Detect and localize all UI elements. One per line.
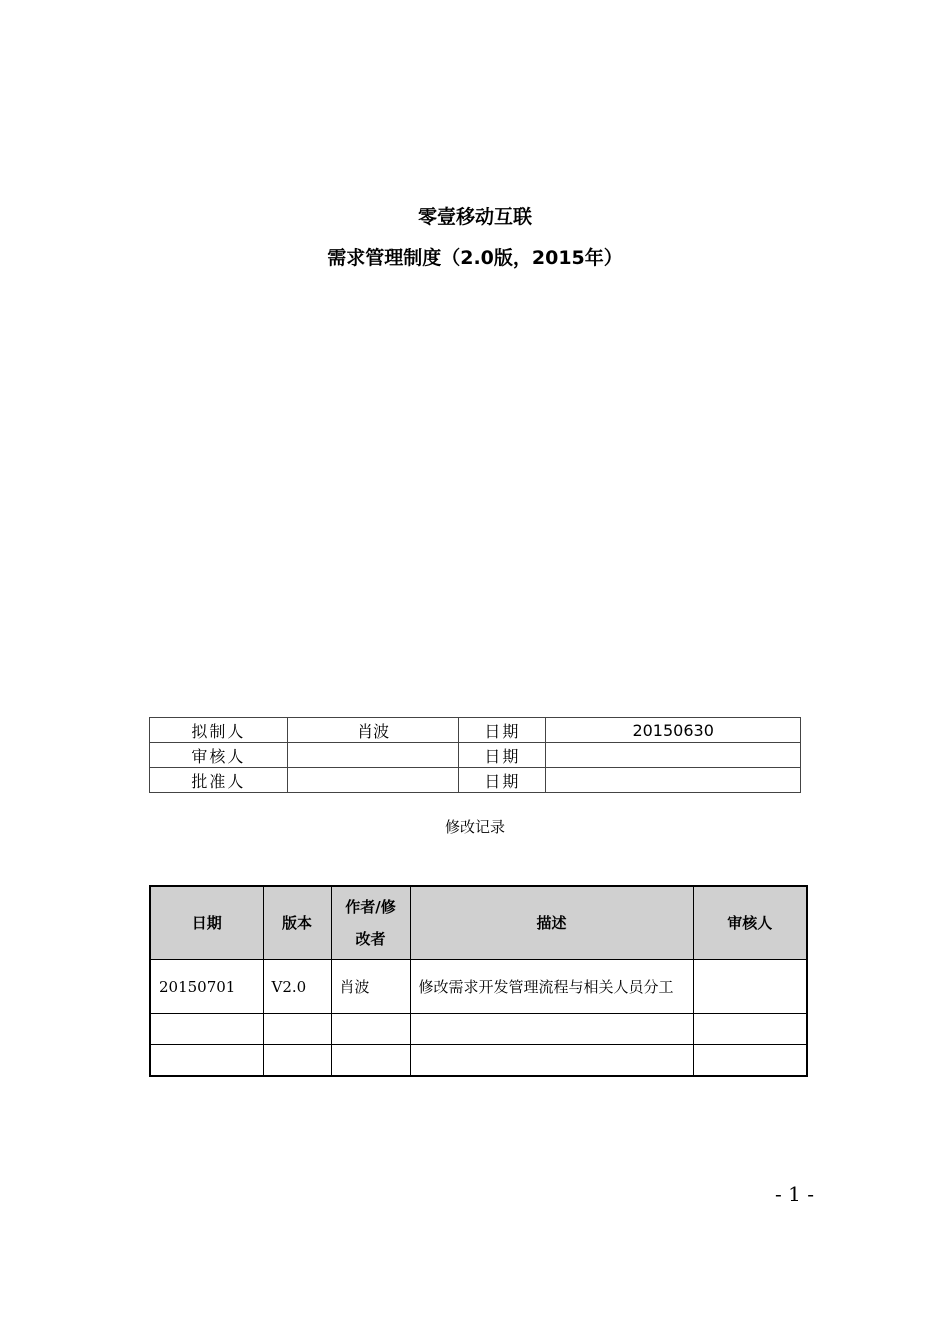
- description-cell: 修改需求开发管理流程与相关人员分工: [410, 960, 693, 1014]
- revision-table: [149, 885, 808, 1077]
- date-label-cell: 日期: [459, 768, 546, 793]
- approval-row: [150, 768, 801, 793]
- date-cell: [546, 743, 801, 768]
- version-cell: V2.0: [263, 960, 331, 1014]
- header-author-line1: 作者/修: [345, 898, 396, 916]
- company-title: 零壹移动互联: [417, 206, 532, 228]
- name-cell: [287, 743, 459, 768]
- role-cell: 批准人: [150, 768, 288, 793]
- date-cell: [150, 1014, 263, 1045]
- approval-table: [149, 717, 801, 793]
- date-label-cell: 日期: [459, 743, 546, 768]
- header-reviewer: 审核人: [693, 886, 807, 960]
- author-cell: [331, 1045, 410, 1077]
- description-cell: [410, 1045, 693, 1077]
- date-cell: [546, 768, 801, 793]
- approval-row: [150, 718, 801, 743]
- reviewer-cell: [693, 1014, 807, 1045]
- revision-caption: 修改记录: [444, 818, 505, 836]
- name-cell: [287, 768, 459, 793]
- table-row: [150, 1045, 807, 1077]
- name-cell: 肖波: [287, 718, 459, 743]
- reviewer-cell: [693, 1045, 807, 1077]
- revision-header-row: [150, 886, 807, 960]
- role-cell: 审核人: [150, 743, 288, 768]
- author-cell: 肖波: [331, 960, 410, 1014]
- description-cell: [410, 1014, 693, 1045]
- header-date: 日期: [150, 886, 263, 960]
- date-cell: 20150701: [150, 960, 263, 1014]
- author-cell: [331, 1014, 410, 1045]
- header-version: 版本: [263, 886, 331, 960]
- reviewer-cell: [693, 960, 807, 1014]
- version-cell: [263, 1045, 331, 1077]
- date-cell: 20150630: [546, 718, 801, 743]
- page-number: - 1 -: [775, 1182, 814, 1206]
- table-row: [150, 1014, 807, 1045]
- date-cell: [150, 1045, 263, 1077]
- header-author: [331, 886, 410, 960]
- date-label-cell: 日期: [459, 718, 546, 743]
- version-cell: [263, 1014, 331, 1045]
- header-description: 描述: [410, 886, 693, 960]
- approval-row: [150, 743, 801, 768]
- table-row: [150, 960, 807, 1014]
- header-author-line2: 改者: [355, 930, 386, 948]
- document-title: 需求管理制度（2.0版，2015年）: [327, 247, 623, 269]
- role-cell: 拟制人: [150, 718, 288, 743]
